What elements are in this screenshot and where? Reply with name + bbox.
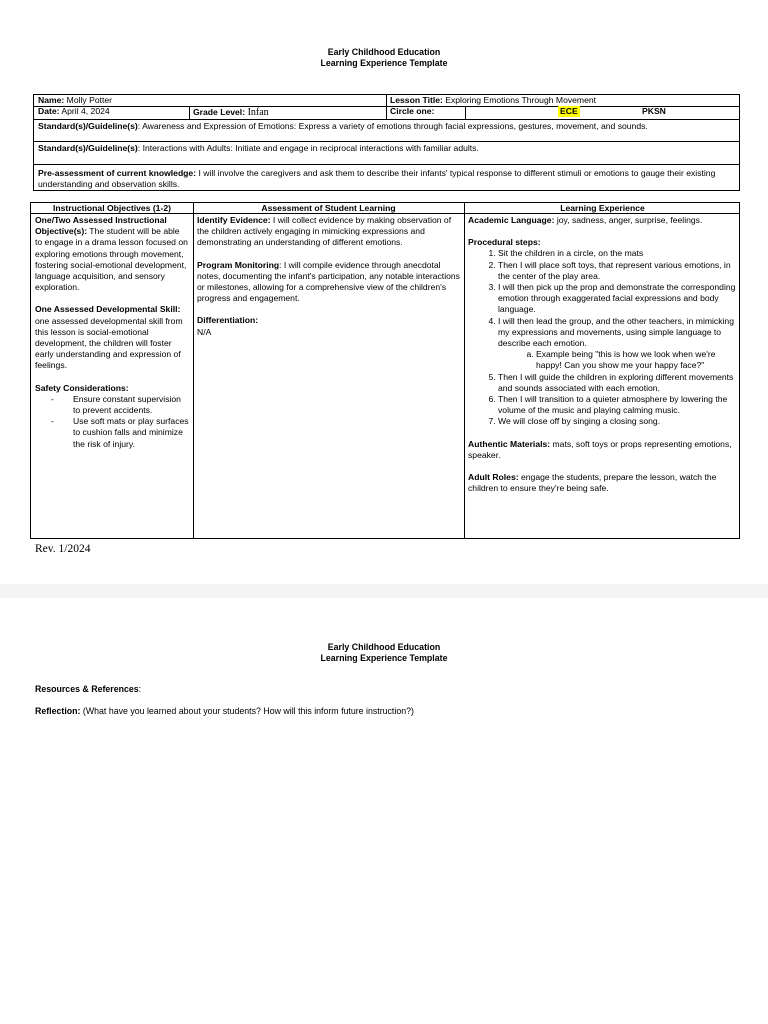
- developmental-skill: One Assessed Developmental Skill: one assessed developmental skill from this lesson is social-emotional development, the children will foster early understanding and expression of feelings.: [35, 304, 183, 371]
- page2-title-line2: Learning Experience Template: [320, 653, 448, 663]
- list-item: 4. I will then lead the group, and the other teachers, in mimicking my expressions and movements, using simple language to describe each emotion. a. Example being "this is how we look when we're happy! Can you show me your happy face?": [498, 316, 736, 372]
- page-divider: [0, 584, 768, 598]
- authentic-materials: Authentic Materials: mats, soft toys or props representing emotions, speaker.: [468, 438, 732, 460]
- objectives-column: [31, 213, 193, 538]
- list-item: 2. Then I will place soft toys, that represent various emotions, in the center of the play area.: [498, 260, 736, 282]
- column-header-objectives: Instructional Objectives (1-2): [53, 203, 171, 213]
- header-title-line1: Early Childhood Education: [327, 47, 441, 57]
- circle-option-pksn: PKSN: [642, 106, 666, 116]
- identify-evidence: Identify Evidence: I will collect evidence by making observation of the children actively engaging in mimicking expressions and demonstrating an understanding of different emotions.: [197, 215, 452, 248]
- program-monitoring: Program Monitoring: I will compile evidence through anecdotal notes, documenting the infant's participation, any notable interactions or milestones, allowing for a comprehensive view of the children's progress and engagement.: [197, 259, 460, 304]
- info-table: [33, 94, 740, 191]
- lesson-title-field: Lesson Title: Exploring Emotions Through Movement: [390, 95, 597, 105]
- list-item: 7. We will close off by singing a closing song.: [498, 416, 736, 427]
- differentiation-label: Differentiation:: [197, 315, 259, 326]
- list-item: 1. Sit the children in a circle, on the mats: [498, 248, 736, 259]
- date-field: Date: April 4, 2024: [38, 106, 110, 116]
- lesson-title-value: Exploring Emotions Through Movement: [442, 95, 597, 105]
- instructional-objectives: One/Two Assessed Instructional Objective(s): The student will be able to engage in a drama lesson focused on exploring emotions through movement, fostering social-emotional development, language acquisition, and sensory exploration.: [35, 215, 188, 293]
- sub-steps-list: [498, 349, 736, 371]
- standard-2: Standard(s)/Guideline(s): Interactions with Adults: Initiate and engage in reciprocal interactions with familiar adults.: [38, 143, 479, 153]
- safety-list: [35, 394, 189, 450]
- list-item: 3. I will then pick up the prop and demonstrate the corresponding emotion through exaggerated facial expressions and body language.: [498, 282, 736, 316]
- academic-language: Academic Language: joy, sadness, anger, surprise, feelings.: [468, 215, 703, 225]
- list-item: a. Example being "this is how we look when we're happy! Can you show me your happy face?": [536, 349, 736, 371]
- page2-title-line1: Early Childhood Education: [327, 642, 441, 652]
- reflection: Reflection: (What have you learned about your students? How will this inform future instruction?): [35, 706, 414, 716]
- assessment-column: [193, 213, 465, 538]
- list-item: 5. Then I will guide the children in exploring different movements and sounds associated with each emotion.: [498, 372, 736, 394]
- name-value: Molly Potter: [64, 95, 113, 105]
- adult-roles: Adult Roles: engage the students, prepare the lesson, watch the children to ensure they're being safe.: [468, 472, 717, 494]
- circle-option-ece: ECE: [560, 106, 578, 116]
- standard-1: Standard(s)/Guideline(s): Awareness and Expression of Emotions: Express a variety of emotions through facial expressions, gestures, movement, and sounds.: [38, 121, 648, 131]
- resources-references: Resources & References:: [35, 684, 142, 694]
- procedural-steps-list: [468, 248, 736, 427]
- name-field: Name: Molly Potter: [38, 95, 113, 105]
- grade-level-value: Infan: [245, 107, 269, 118]
- revision-note: Rev. 1/2024: [35, 543, 91, 555]
- circle-one-options: [465, 106, 741, 119]
- grade-level-field: Grade Level: Infan: [193, 107, 269, 118]
- safety-label: Safety Considerations:: [35, 382, 129, 393]
- differentiation-value: N/A: [197, 326, 212, 337]
- list-item: - Use soft mats or play surfaces to cushion falls and minimize the risk of injury.: [35, 416, 189, 450]
- date-value: April 4, 2024: [59, 106, 110, 116]
- pre-assessment: Pre-assessment of current knowledge: I will involve the caregivers and ask them to describe their infants' typical response to different stimuli or emotions to gauge their existing understanding and observation skills.: [38, 168, 716, 190]
- circle-one-label: Circle one:: [390, 106, 435, 116]
- list-item: 6. Then I will transition to a quieter atmosphere by lowering the volume of the music and playing calming music.: [498, 394, 736, 416]
- document-page-2: [0, 598, 768, 1024]
- list-item: - Ensure constant supervision to prevent accidents.: [35, 394, 189, 416]
- header-title-line2: Learning Experience Template: [320, 58, 448, 68]
- column-header-experience: Learning Experience: [560, 203, 645, 213]
- column-header-assessment: Assessment of Student Learning: [261, 203, 396, 213]
- experience-column: [464, 213, 740, 538]
- procedural-steps-label: Procedural steps:: [468, 237, 541, 248]
